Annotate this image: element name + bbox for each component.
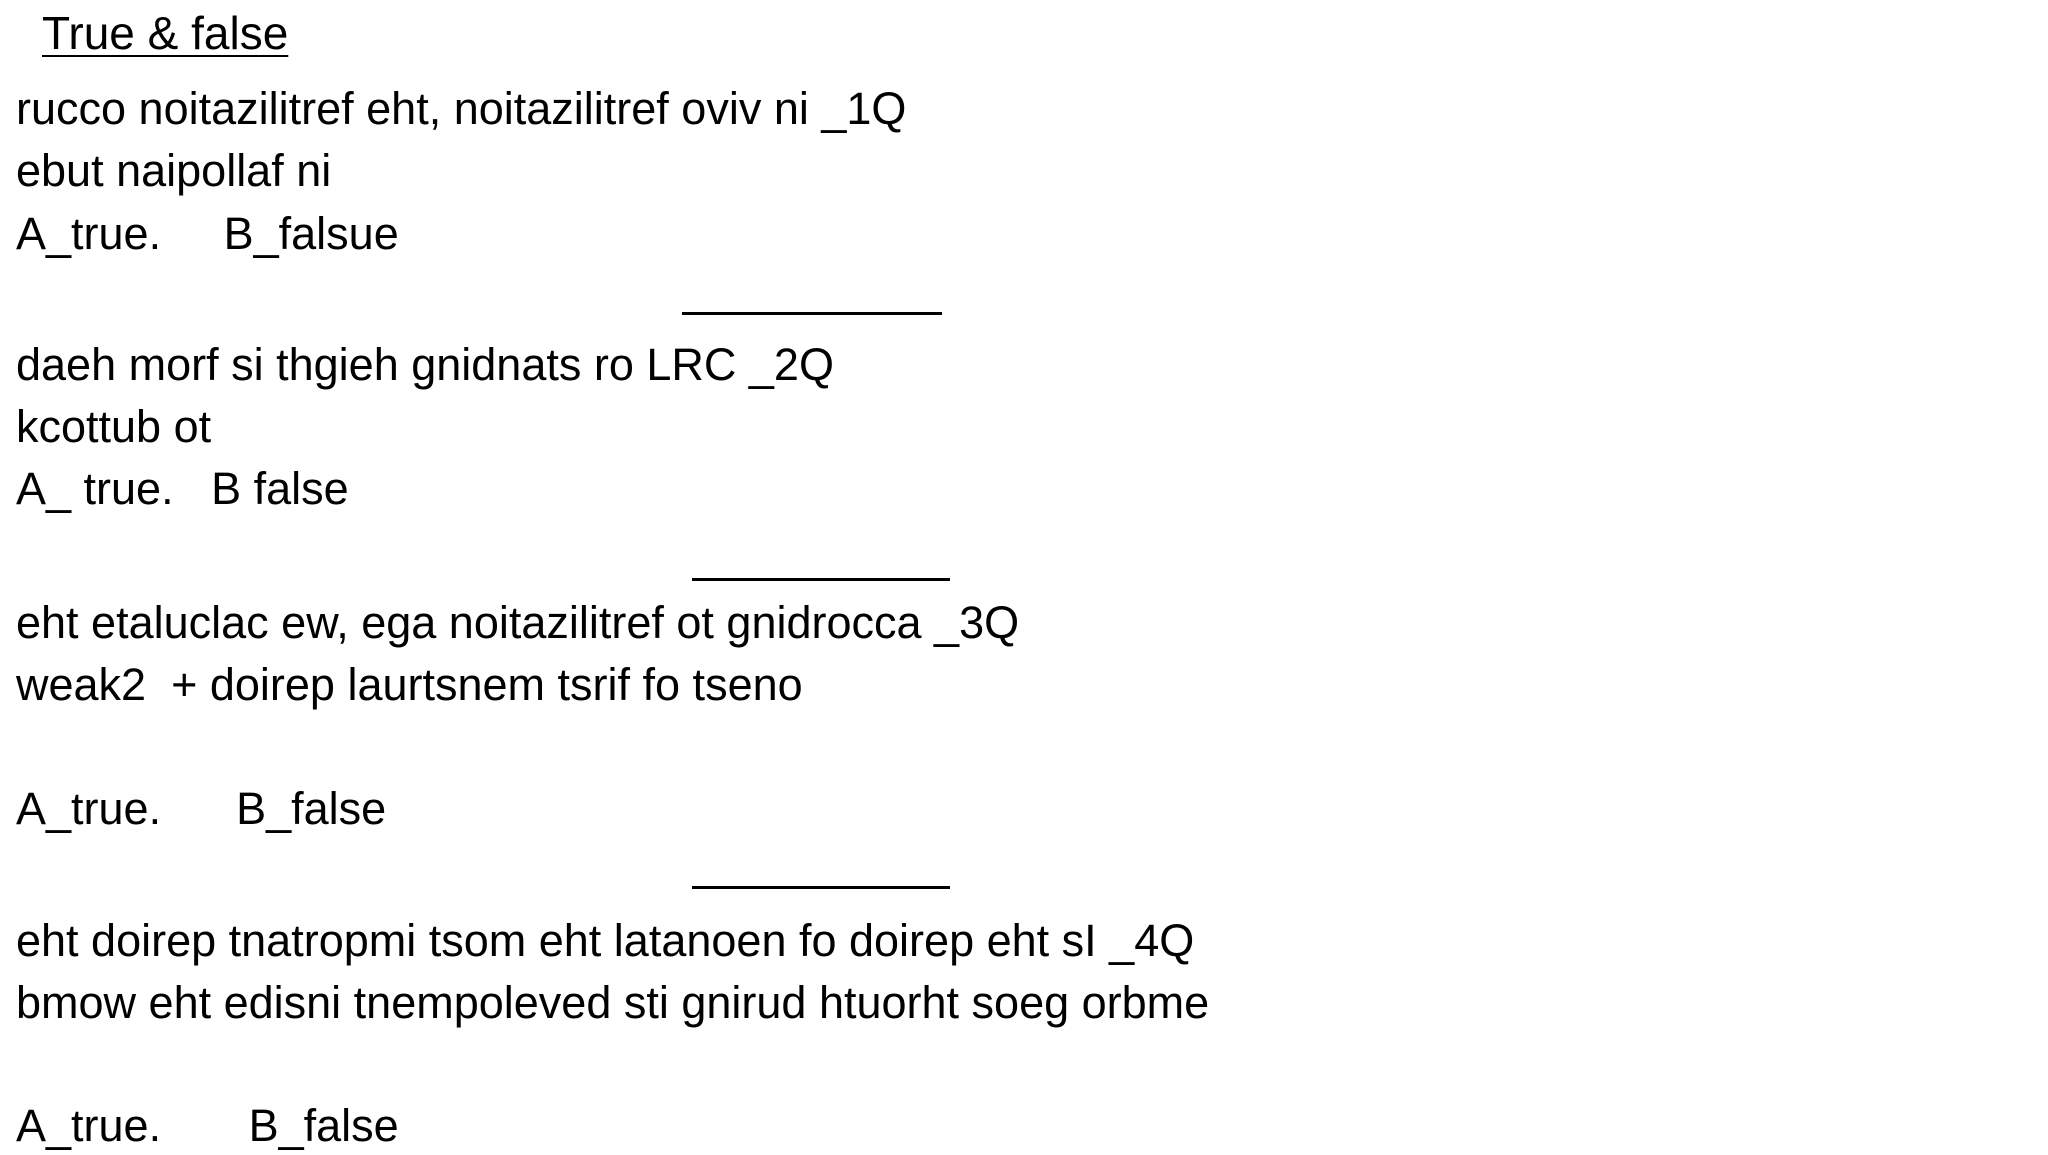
answer-blank-1 [682,312,942,315]
page-title: True & false [42,7,289,59]
answer-blank-3 [692,886,950,889]
question-1-line-2: ebut naipollaf ni [16,145,332,196]
question-4-line-2: bmow eht edisni tnempoleved sti gnirud htuorht soeg orbme [16,977,1210,1028]
question-2-options: A_ true. B false [16,463,349,514]
question-3-line-2: weak2 + doirep laurtsnem tsrif fo tseno [16,659,803,710]
question-3-options: A_true. B_false [16,783,387,834]
question-1-line-1: rucco noitazilitref eht, noitazilitref oviv ni _1Q [16,83,907,134]
question-1-options: A_true. B_falsue [16,208,399,259]
question-2-line-2: kcottub ot [16,401,212,452]
question-4-options: A_true. B_false [16,1100,399,1151]
answer-blank-2 [692,578,950,581]
question-2-line-1: daeh morf si thgieh gnidnats ro LRC _2Q [16,339,834,390]
question-4-line-1: eht doirep tnatropmi tsom eht latanoen fo doirep eht sI _4Q [16,915,1195,966]
question-3-line-1: eht etaluclac ew, ega noitazilitref ot gnidrocca _3Q [16,597,1020,648]
